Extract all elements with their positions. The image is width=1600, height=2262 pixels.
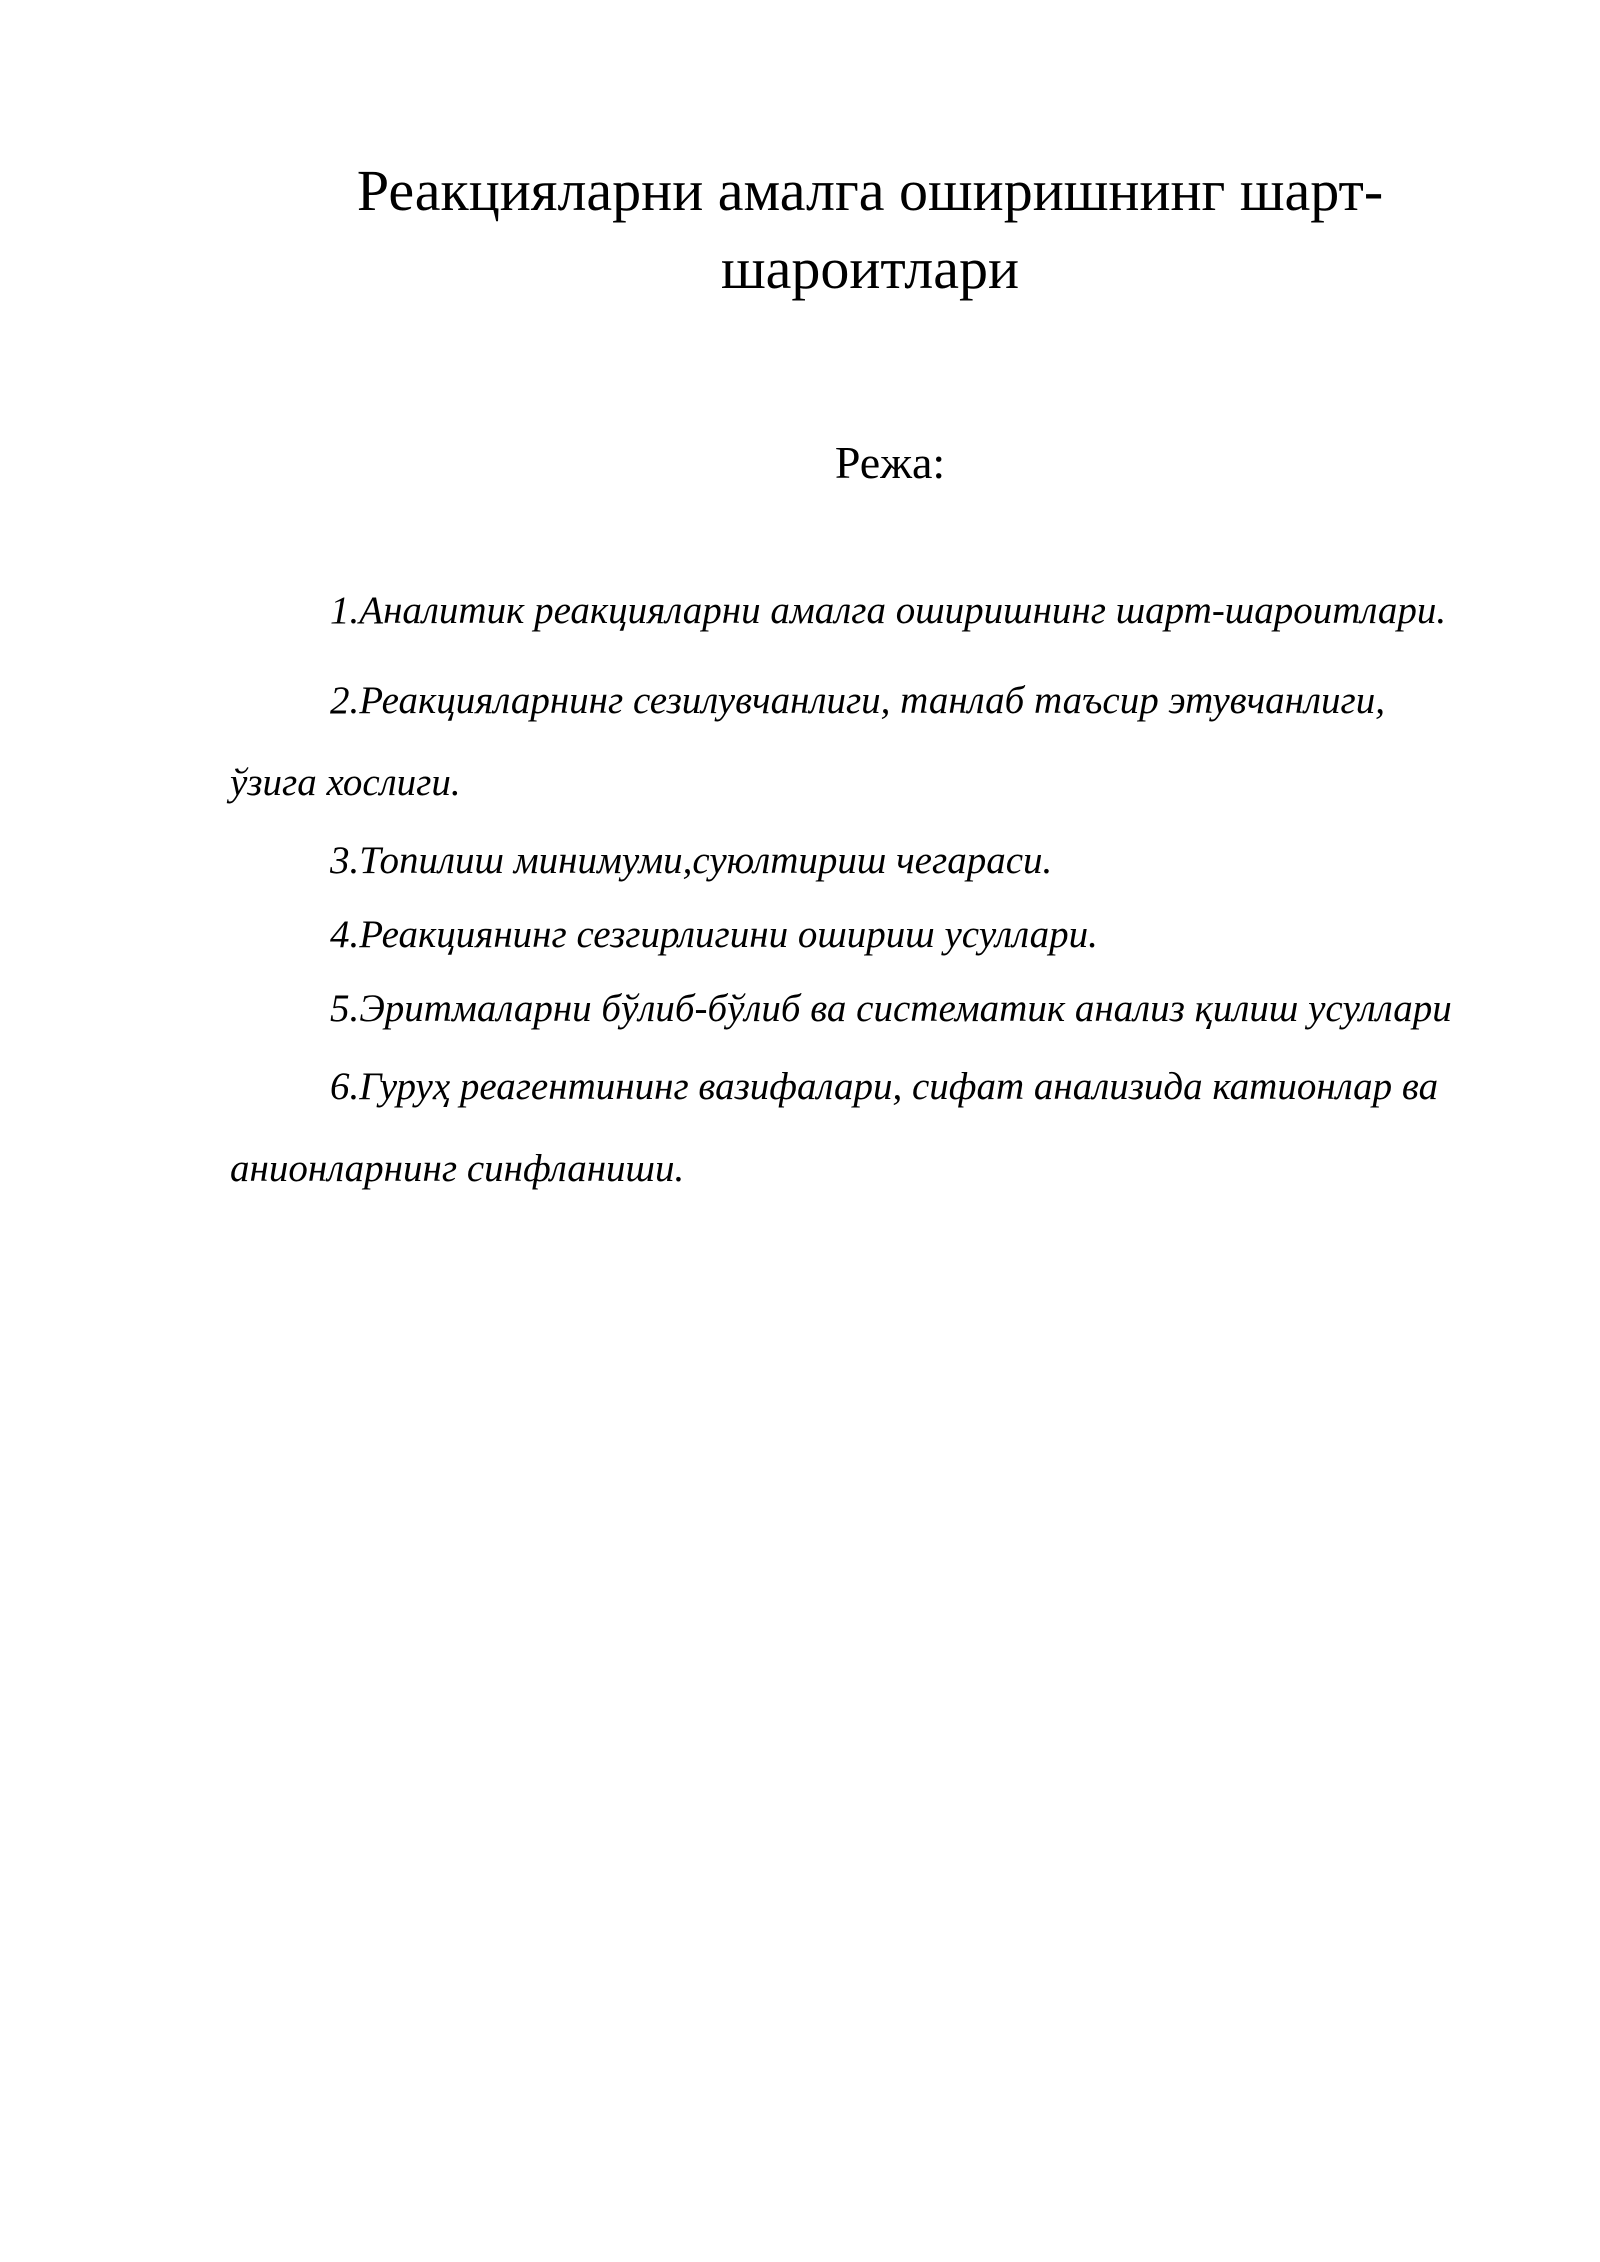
plan-item-3: 3.Топилиш минимуми,суюлтириш чегараси. <box>330 839 1053 882</box>
plan-item-4: 4.Реакциянинг сезгирлигини ошириш усуллари. <box>330 913 1098 956</box>
plan-heading: Режа: <box>834 437 946 488</box>
plan-item-1: 1.Аналитик реакцияларни амалга оширишнинг шарт-шароитлари. <box>330 589 1447 632</box>
plan-item-2: 2.Реакцияларнинг сезилувчанлиги, танлаб таъсир этувчанлиги, ўзига хослиги. <box>230 679 1385 804</box>
document-title: Реакцияларни амалга оширишнинг шарт-шароитлари <box>356 158 1384 301</box>
plan-item-6: 6.Гуруҳ реагентининг вазифалари, сифат анализида катионлар ва анионларнинг синфланиши. <box>230 1065 1439 1190</box>
plan-item-5: 5.Эритмаларни бўлиб-бўлиб ва систематик анализ қилиш усуллари <box>330 987 1452 1030</box>
plan-list <box>230 570 1460 1210</box>
